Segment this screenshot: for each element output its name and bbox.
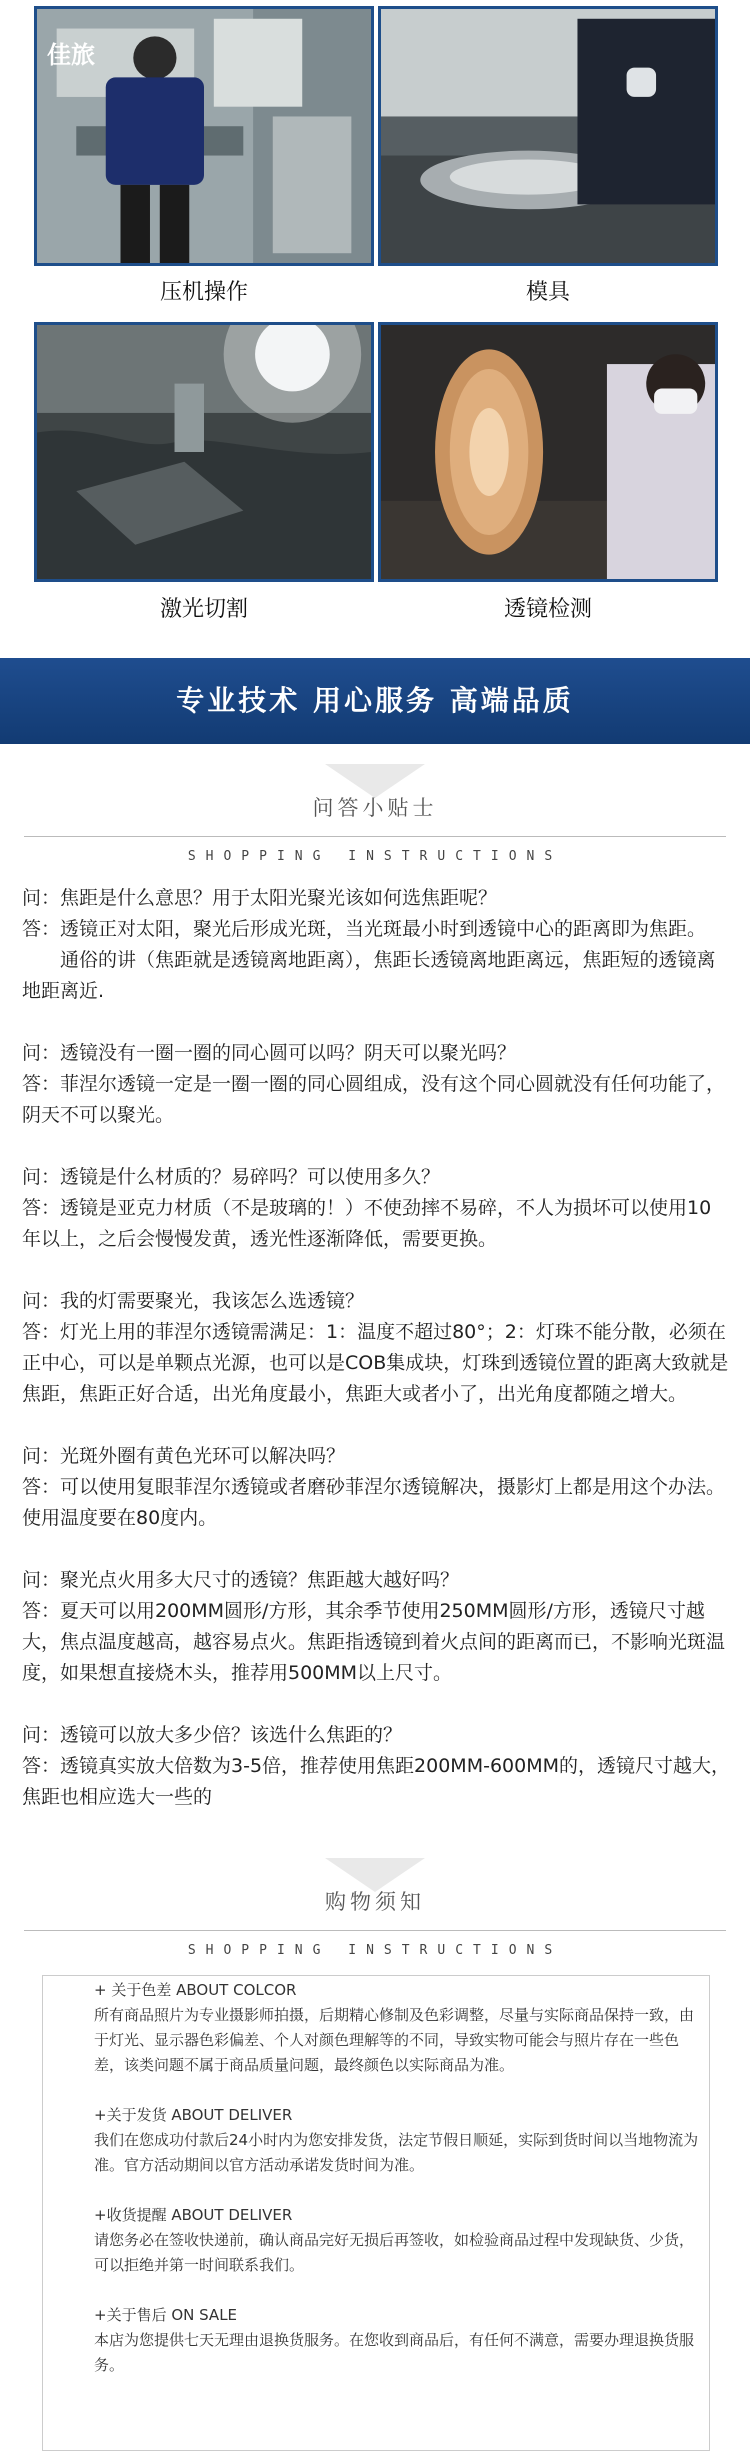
qa-question: 问：透镜可以放大多少倍？该选什么焦距的？ <box>22 1724 403 1746</box>
notice-heading: +收货提醒 ABOUT DELIVER <box>94 2206 293 2224</box>
notice-item <box>94 2203 704 2278</box>
notice-body: 所有商品照片为专业摄影师拍摄，后期精心修制及色彩调整，尽量与实际商品保持一致，由于灯光、显示器色彩偏差、个人对颜色理解等的不同，导致实物可能会与照片存在一些色差，该类问题不属于商品质量问题，最终颜色以实际商品为准。 <box>94 2006 695 2074</box>
qa-item <box>22 1565 730 1689</box>
notice-heading: +关于售后 ON SALE <box>94 2306 238 2324</box>
photo-mold <box>378 6 718 266</box>
qa-answer: 答：透镜真实放大倍数为3-5倍，推荐使用焦距200MM-600MM的，透镜尺寸越大，焦距也相应选大一些的 <box>22 1755 730 1808</box>
qa-question: 问：我的灯需要聚光，我该怎么选透镜？ <box>22 1290 365 1312</box>
caption-mold: 模具 <box>525 280 570 305</box>
qa-question: 问：透镜是什么材质的？易碎吗？可以使用多久？ <box>22 1166 441 1188</box>
divider <box>24 1930 726 1931</box>
qa-answer: 答：灯光上用的菲涅尔透镜需满足：1：温度不超过80°；2：灯珠不能分散，必须在正中心，可以是单颗点光源，也可以是COB集成块，灯珠到透镜位置的距离大致就是焦距，焦距正好合适，出光角度最小，焦距大或者小了，出光角度都随之增大。 <box>22 1321 729 1405</box>
qa-item <box>22 1162 730 1255</box>
caption-laser-cutting: 激光切割 <box>159 597 248 622</box>
qa-item <box>22 1720 730 1813</box>
caption-lens-inspection: 透镜检测 <box>503 597 592 622</box>
slogan-banner: 专业技术 用心服务 高端品质 <box>0 658 750 744</box>
qa-answer: 答：可以使用复眼菲涅尔透镜或者磨砂菲涅尔透镜解决，摄影灯上都是用这个办法。使用温度要在80度内。 <box>22 1476 726 1529</box>
qa-question: 问：聚光点火用多大尺寸的透镜？焦距越大越好吗？ <box>22 1569 460 1591</box>
shop-section-title: 购物须知 <box>325 1890 425 1914</box>
photo-lens-inspection <box>378 322 718 582</box>
notice-heading: +关于发货 ABOUT DELIVER <box>94 2106 293 2124</box>
notice-heading: + 关于色差 ABOUT COLCOR <box>94 1981 297 1999</box>
notice-body: 本店为您提供七天无理由退换货服务。在您收到商品后，有任何不满意，需要办理退换货服务。 <box>94 2331 695 2374</box>
notice-item <box>94 1978 704 2078</box>
qa-item <box>22 1038 730 1131</box>
notice-list <box>94 1978 704 2403</box>
qa-answer: 答：透镜是亚克力材质（不是玻璃的！）不使劲摔不易碎，不人为损坏可以使用10年以上，之后会慢慢发黄，透光性逐渐降低，需要更换。 <box>22 1197 712 1250</box>
photo-press-operation <box>34 6 374 266</box>
divider <box>24 836 726 837</box>
photo-laser-cutting <box>34 322 374 582</box>
qa-answer-extra: 通俗的讲（焦距就是透镜离地距离），焦距长透镜离地距离远，焦距短的透镜离地距离近. <box>22 949 716 1002</box>
qa-section-title: 问答小贴士 <box>312 796 438 820</box>
qa-answer: 答：透镜正对太阳，聚光后形成光斑，当光斑最小时到透镜中心的距离即为焦距。 <box>22 918 707 940</box>
qa-section-subtitle: SHOPPING INSTRUCTIONS <box>187 849 563 864</box>
notice-body: 我们在您成功付款后24小时内为您安排发货，法定节假日顺延，实际到货时间以当地物流为准。官方活动期间以官方活动承诺发货时间为准。 <box>94 2131 699 2174</box>
shop-section-subtitle: SHOPPING INSTRUCTIONS <box>187 1943 563 1958</box>
qa-answer: 答：菲涅尔透镜一定是一圈一圈的同心圆组成，没有这个同心圆就没有任何功能了，阴天不可以聚光。 <box>22 1073 726 1126</box>
qa-item <box>22 1286 730 1410</box>
qa-section-header <box>24 764 726 864</box>
watermark-text: 佳旅 <box>47 41 95 69</box>
qa-question: 问：透镜没有一圈一圈的同心圆可以吗？阴天可以聚光吗？ <box>22 1042 517 1064</box>
notice-item <box>94 2303 704 2378</box>
notice-item <box>94 2103 704 2178</box>
caption-press-operation: 压机操作 <box>159 280 248 305</box>
qa-item <box>22 1441 730 1534</box>
qa-question: 问：焦距是什么意思？用于太阳光聚光该如何选焦距呢？ <box>22 887 498 909</box>
qa-item <box>22 883 730 1007</box>
qa-list <box>22 883 730 1844</box>
qa-answer: 答：夏天可以用200MM圆形/方形，其余季节使用250MM圆形/方形，透镜尺寸越大，焦点温度越高，越容易点火。焦距指透镜到着火点间的距离而已，不影响光斑温度，如果想直接烧木头，推荐用500MM以上尺寸。 <box>22 1600 726 1684</box>
qa-question: 问：光斑外圈有黄色光环可以解决吗？ <box>22 1445 346 1467</box>
notice-body: 请您务必在签收快递前，确认商品完好无损后再签收，如检验商品过程中发现缺货、少货，可以拒绝并第一时间联系我们。 <box>94 2231 695 2274</box>
shop-section-header <box>24 1858 726 1958</box>
